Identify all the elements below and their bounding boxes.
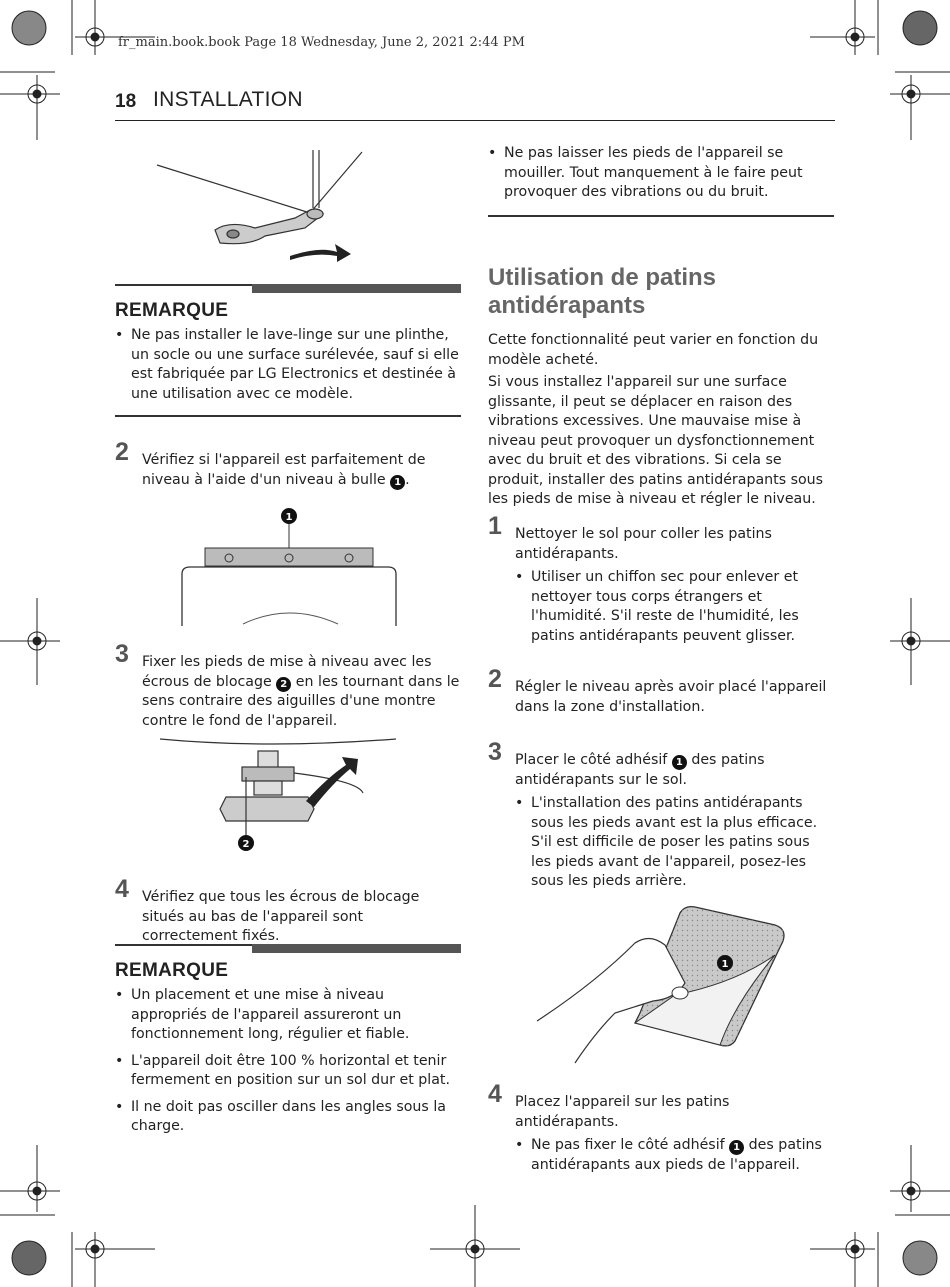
step-bullet: [515, 1136, 834, 1175]
step-text-cont: des patins antidérapants sur le sol.: [515, 752, 765, 788]
page-number: 18: [115, 91, 137, 112]
fig-pad-label: 1: [721, 959, 729, 970]
fig-level-label: 1: [285, 512, 293, 523]
left-step-3: [115, 640, 461, 731]
right-step-2: [488, 665, 834, 717]
step-number: 2: [115, 438, 129, 466]
step-text: Vérifiez si l'appareil est parfaitement de niveau à l'aide d'un niveau à bulle: [142, 452, 426, 488]
section-title: Utilisation de patins antidérapants: [488, 264, 717, 319]
lock-nut-figure: [158, 737, 398, 857]
step-bullet: • L'installation des patins antidérapants sous les pieds avant est la plus efficace. S'il est difficile de poser les patins sous les pieds avant de l'appareil, posez-les sous les pieds arrière.: [515, 794, 834, 892]
anti-slip-pad-figure: [535, 903, 795, 1065]
note-2-bullet: • Il ne doit pas osciller dans les angles sous la charge.: [115, 1098, 461, 1137]
step-bullet: • Utiliser un chiffon sec pour enlever et nettoyer tous corps étrangers et l'humidité. S'il reste de l'humidité, les patins antidérapants peuvent glisser.: [515, 568, 834, 646]
step-text: Placer le côté adhésif: [515, 752, 668, 768]
fig-nut-label: 2: [242, 839, 250, 850]
step-text: Nettoyer le sol pour coller les patins antidérapants.: [515, 526, 772, 562]
marker-2: 2: [276, 677, 291, 692]
right-top-note: [488, 144, 834, 217]
step-text-cont: en les tournant dans le sens contraire des aiguilles d'une montre contre le fond de l'appareil.: [142, 673, 460, 729]
note-2-heading: REMARQUE: [115, 960, 229, 981]
step-text: Placez l'appareil sur les patins antidérapants.: [515, 1094, 730, 1130]
step-number: 3: [115, 640, 129, 668]
warning-bullet: • Ne pas laisser les pieds de l'appareil se mouiller. Tout manquement à le faire peut provoquer des vibrations ou du bruit.: [488, 144, 834, 203]
right-step-4: [488, 1080, 834, 1175]
bubble-level-figure: [178, 504, 400, 626]
divider: [488, 215, 834, 217]
step-number: 3: [488, 738, 502, 766]
leveling-foot-wrench-figure: [155, 148, 365, 268]
page-title: INSTALLATION: [153, 88, 303, 111]
step-number: 4: [115, 875, 129, 903]
note-2: [115, 944, 461, 1137]
right-step-1: [488, 512, 834, 646]
step-text-end: .: [405, 471, 410, 488]
marker-1: 1: [729, 1140, 744, 1155]
marker-1: 1: [390, 475, 405, 490]
print-info: fr_main.book.book Page 18 Wednesday, June 2, 2021 2:44 PM: [118, 35, 525, 50]
note-1-heading: REMARQUE: [115, 300, 229, 321]
marker-1: 1: [672, 755, 687, 770]
note-2-bullet: • L'appareil doit être 100 % horizontal et tenir fermement en position sur un sol dur et plat.: [115, 1052, 461, 1091]
right-step-3: [488, 738, 834, 892]
bullet-text: Ne pas fixer le côté adhésif: [531, 1137, 725, 1153]
note-1-bullet: • Ne pas installer le lave-linge sur une plinthe, un socle ou une surface surélevée, sauf si elle est fabriquée par LG Electronics et destinée à une utilisation avec ce modèle.: [115, 326, 461, 404]
note-1: [115, 284, 461, 417]
step-number: 2: [488, 665, 502, 693]
step-text: Fixer les pieds de mise à niveau avec les écrous de blocage: [142, 654, 432, 690]
intro-paragraph-2: Si vous installez l'appareil sur une surface glissante, il peut se déplacer en raison des vibrations excessives. Une mauvaise mise à niveau peut provoquer un dysfonctionnement avec du bruit et des vibrations. Si cela se produit, installer des patins antidérapants sous les pieds de mise à niveau et régler le niveau.: [488, 374, 824, 507]
left-step-2: [115, 438, 461, 490]
note-2-bullet: • Un placement et une mise à niveau appropriés de l'appareil assureront un fonctionnement long, régulier et fiable.: [115, 986, 461, 1045]
step-number: 1: [488, 512, 502, 540]
page-header: [115, 88, 835, 121]
step-number: 4: [488, 1080, 502, 1108]
step-text: Régler le niveau après avoir placé l'appareil dans la zone d'installation.: [515, 679, 827, 715]
intro-paragraph-1: Cette fonctionnalité peut varier en fonction du modèle acheté.: [488, 332, 819, 368]
divider: [115, 415, 461, 417]
bullet-text-cont: des patins antidérapants aux pieds de l'appareil.: [531, 1137, 822, 1173]
step-text: Vérifiez que tous les écrous de blocage situés au bas de l'appareil sont correctement fixés.: [142, 889, 420, 944]
left-step-4: [115, 875, 461, 947]
